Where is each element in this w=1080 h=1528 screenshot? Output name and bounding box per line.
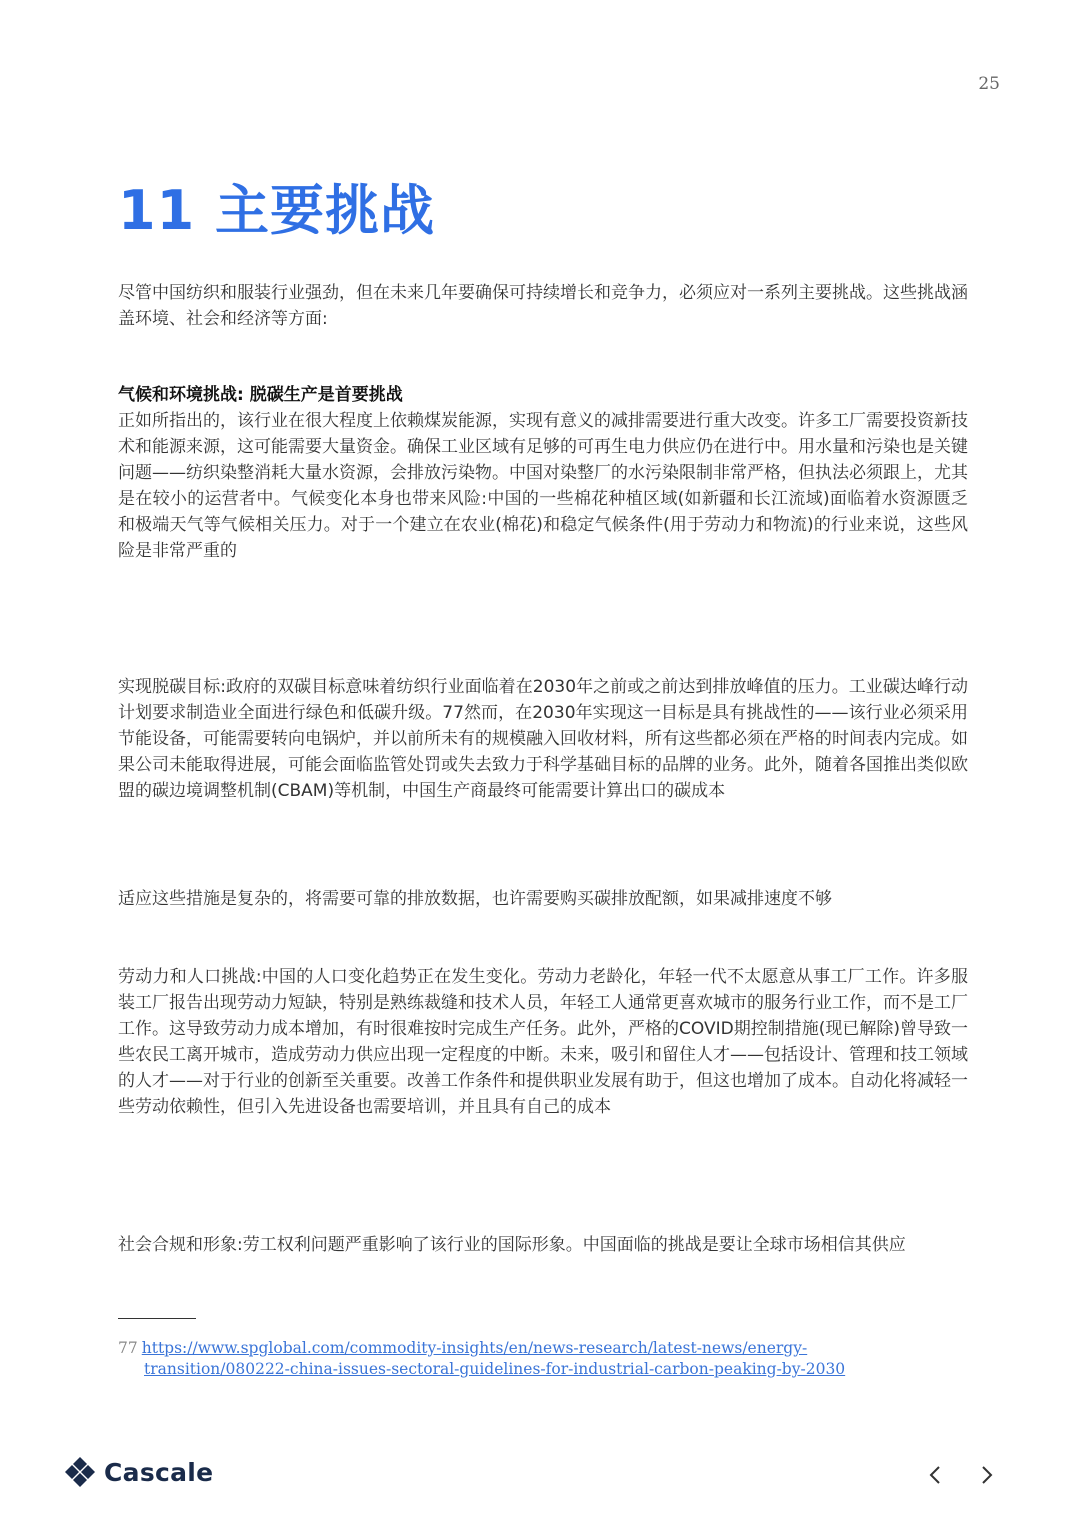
decarbonization-section bbox=[118, 674, 968, 804]
chevron-left-icon bbox=[928, 1465, 942, 1485]
section-heading: 气候和环境挑战: 脱碳生产是首要挑战 bbox=[118, 385, 403, 405]
cascale-logo-icon bbox=[64, 1456, 96, 1488]
labor-paragraph: 劳动力和人口挑战:中国的人口变化趋势正在发生变化。劳动力老龄化，年轻一代不太愿意从事工厂工作。许多服装工厂报告出现劳动力短缺，特别是熟练裁缝和技术人员，年轻工人通常更喜欢城市的服务行业工作，而不是工厂工作。这导致劳动力成本增加，有时很难按时完成生产任务。此外，严格的COVID期控制措施(现已解除)曾导致一些农民工离开城市，造成劳动力供应出现一定程度的中断。未来，吸引和留住人才——包括设计、管理和技工领域的人才——对于行业的创新至关重要。改善工作条件和提供职业发展有助于，但这也增加了成本。自动化将减轻一些劳动依赖性，但引入先进设备也需要培训，并且具有自己的成本 bbox=[118, 967, 968, 1117]
cascale-logo bbox=[64, 1456, 213, 1488]
footnote-link[interactable] bbox=[118, 1339, 898, 1380]
adaptation-paragraph: 适应这些措施是复杂的，将需要可靠的排放数据，也许需要购买碳排放配额，如果减排速度不够 bbox=[118, 889, 832, 909]
page-title: 11 主要挑战 bbox=[118, 179, 435, 242]
footnote-link-line1[interactable]: https://www.spglobal.com/commodity-insights/en/news-research/latest-news/energy- bbox=[141, 1339, 808, 1357]
labor-section bbox=[118, 964, 968, 1120]
footnote bbox=[118, 1338, 898, 1380]
social-section bbox=[118, 1232, 968, 1258]
adaptation-section bbox=[118, 886, 968, 912]
logo-text: Cascale bbox=[104, 1457, 214, 1487]
footnote-number: 77 bbox=[118, 1339, 138, 1357]
footnote-link-line2[interactable]: transition/080222-china-issues-sectoral-guidelines-for-industrial-carbon-peaking-by-2030 bbox=[144, 1360, 846, 1378]
next-page-button[interactable] bbox=[976, 1460, 998, 1490]
chevron-right-icon bbox=[980, 1465, 994, 1485]
intro-block bbox=[118, 280, 968, 332]
prev-page-button[interactable] bbox=[924, 1460, 946, 1490]
decarbonization-paragraph: 实现脱碳目标:政府的双碳目标意味着纺织行业面临着在2030年之前或之前达到排放峰值的压力。工业碳达峰行动计划要求制造业全面进行绿色和低碳升级。77然而，在2030年实现这一目标是具有挑战性的——该行业必须采用节能设备，可能需要转向电锅炉，并以前所未有的规模融入回收材料，所有这些都必须在严格的时间表内完成。如果公司未能取得进展，可能会面临监管处罚或失去致力于科学基础目标的品牌的业务。此外，随着各国推出类似欧盟的碳边境调整机制(CBAM)等机制，中国生产商最终可能需要计算出口的碳成本 bbox=[118, 677, 968, 801]
social-paragraph: 社会合规和形象:劳工权利问题严重影响了该行业的国际形象。中国面临的挑战是要让全球市场相信其供应 bbox=[118, 1235, 906, 1255]
climate-paragraph: 正如所指出的，该行业在很大程度上依赖煤炭能源，实现有意义的减排需要进行重大改变。许多工厂需要投资新技术和能源来源，这可能需要大量资金。确保工业区域有足够的可再生电力供应仍在进行中。用水量和污染也是关键问题——纺织染整消耗大量水资源，会排放污染物。中国对染整厂的水污染限制非常严格，但执法必须跟上，尤其是在较小的运营者中。气候变化本身也带来风险:中国的一些棉花种植区域(如新疆和长江流域)面临着水资源匮乏和极端天气等气候相关压力。对于一个建立在农业(棉花)和稳定气候条件(用于劳动力和物流)的行业来说，这些风险是非常严重的 bbox=[118, 411, 968, 561]
page-number: 25 bbox=[978, 74, 1000, 94]
climate-section bbox=[118, 382, 968, 564]
page-navigation bbox=[924, 1460, 998, 1490]
footnote-divider bbox=[118, 1318, 196, 1319]
intro-paragraph: 尽管中国纺织和服装行业强劲，但在未来几年要确保可持续增长和竞争力，必须应对一系列主要挑战。这些挑战涵盖环境、社会和经济等方面: bbox=[118, 283, 968, 329]
